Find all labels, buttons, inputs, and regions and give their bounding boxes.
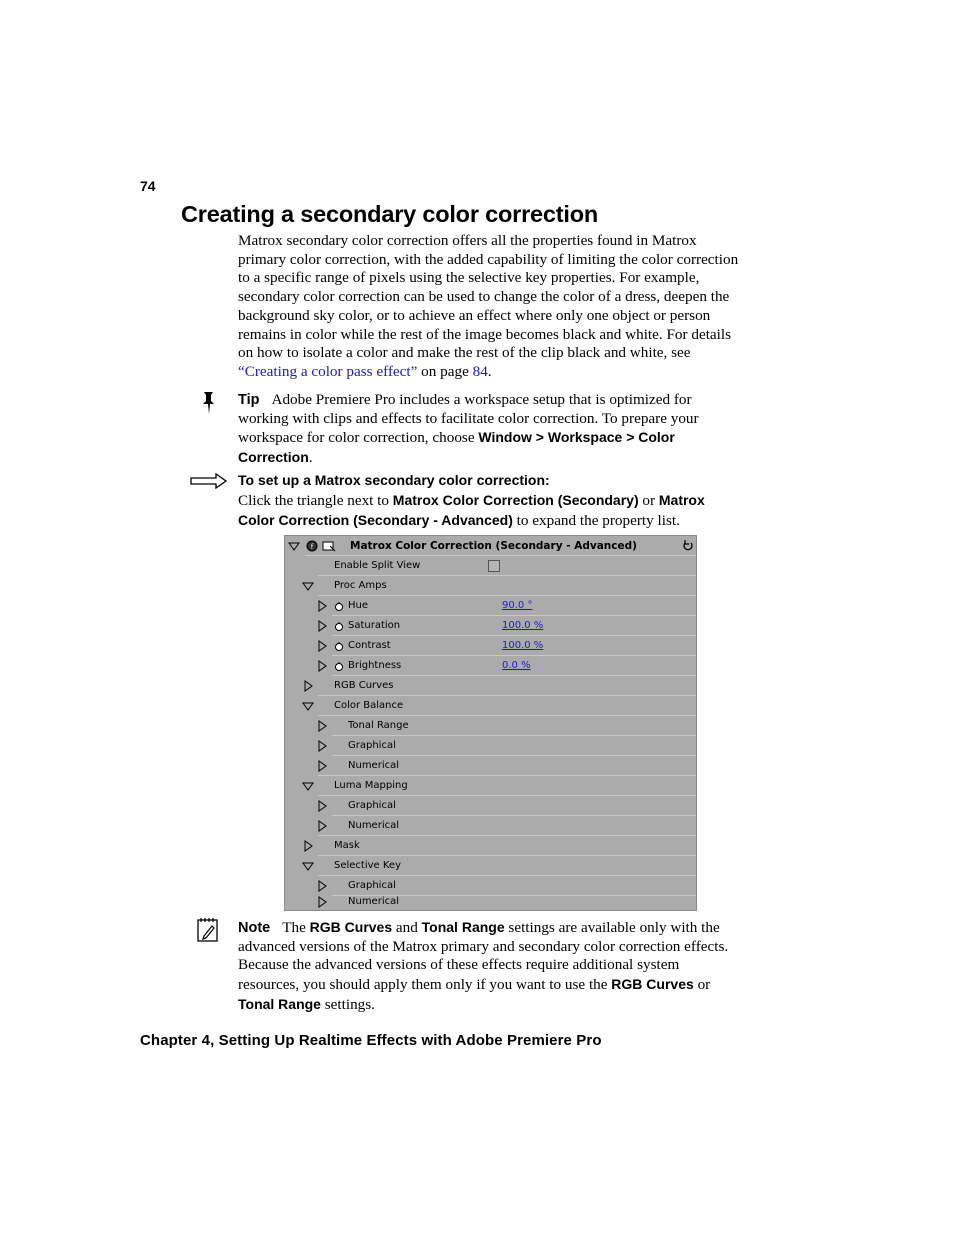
note-text: or <box>693 976 711 994</box>
collapsed-triangle-icon[interactable] <box>316 800 328 812</box>
intro-text: Matrox secondary color correction offers all the properties found in Matrox primary color correction, with the added capability of limiting the color correction to a specific range of pixels using the selective key properties. For example, secondary color correction can be used to change the color of a dress, deepen the background sky color, or to achieve an effect where only one object or person remains in color while the rest of the image becomes black and white. For details on how to isolate a color and make the rest of the clip black and white, see <box>238 232 739 362</box>
row-label: Enable Split View <box>334 560 421 571</box>
note-paragraph <box>238 918 742 1015</box>
procedure-title: To set up a Matrox secondary color correction: <box>238 472 550 488</box>
effect-icon <box>322 540 336 552</box>
color-pass-link[interactable]: “Creating a color pass effect” <box>238 362 418 380</box>
row-color-balance[interactable] <box>285 696 696 716</box>
note-text: settings. <box>320 995 375 1013</box>
expanded-triangle-icon[interactable] <box>302 700 314 712</box>
row-cb-graphical[interactable] <box>285 736 696 756</box>
contrast-value[interactable]: 100.0 % <box>502 640 544 651</box>
row-label: Numerical <box>348 820 400 831</box>
collapsed-triangle-icon[interactable] <box>316 720 328 732</box>
row-rgb-curves[interactable] <box>285 676 696 696</box>
row-cb-numerical[interactable] <box>285 756 696 776</box>
row-mask[interactable] <box>285 836 696 856</box>
row-selective-key[interactable] <box>285 856 696 876</box>
collapsed-triangle-icon[interactable] <box>316 600 328 612</box>
row-label: Graphical <box>348 740 396 751</box>
stopwatch-icon[interactable] <box>334 641 344 651</box>
row-saturation[interactable] <box>285 616 696 636</box>
pushpin-icon <box>200 390 220 416</box>
step-post: to expand the property list. <box>512 511 680 529</box>
stopwatch-icon[interactable] <box>334 601 344 611</box>
collapsed-triangle-icon[interactable] <box>302 840 314 852</box>
tip-text: Adobe Premiere Pro includes a workspace setup that is optimized for working with clips and effects to facilitate color correction. To prepare your workspace for color correction, choose <box>238 391 699 447</box>
step-item-secondary-advanced: Matrox Color Correction (Secondary - Advanced) <box>238 492 705 528</box>
collapsed-triangle-icon[interactable] <box>316 740 328 752</box>
collapsed-triangle-icon[interactable] <box>316 760 328 772</box>
saturation-value[interactable]: 100.0 % <box>502 620 544 631</box>
row-label: Tonal Range <box>348 720 409 731</box>
expanded-triangle-icon[interactable] <box>302 780 314 792</box>
row-label: Graphical <box>348 800 396 811</box>
note-text: and <box>392 919 422 936</box>
effect-controls-panel <box>284 535 697 911</box>
row-sk-numerical[interactable] <box>285 892 696 910</box>
intro-end: . <box>487 362 492 380</box>
row-label: Mask <box>334 840 360 851</box>
row-label: Luma Mapping <box>334 780 408 791</box>
notepad-icon <box>196 917 220 943</box>
brightness-value[interactable]: 0.0 % <box>502 660 531 671</box>
note-text: settings are available only with the advanced versions of the Matrox primary and secondary color correction effects. Because the advanced versions of these effects require additional system resources, you should apply them only if you want to use the <box>238 919 729 994</box>
note-tonal-range: Tonal Range <box>421 919 505 935</box>
collapsed-triangle-icon[interactable] <box>316 896 328 908</box>
collapsed-triangle-icon[interactable] <box>316 660 328 672</box>
note-label: Note <box>238 920 271 936</box>
row-label: Contrast <box>348 640 391 651</box>
stopwatch-icon[interactable] <box>334 621 344 631</box>
panel-header-title: Matrox Color Correction (Secondary - Advanced) <box>350 540 637 552</box>
row-label: Numerical <box>348 760 400 771</box>
note-rgb-curves: RGB Curves <box>611 976 694 993</box>
row-label: RGB Curves <box>334 680 394 691</box>
step-or: or <box>638 492 659 509</box>
row-label: Proc Amps <box>334 580 387 591</box>
collapsed-triangle-icon[interactable] <box>316 880 328 892</box>
row-label: Numerical <box>348 896 400 907</box>
row-hue[interactable] <box>285 596 696 616</box>
row-label: Hue <box>348 600 369 611</box>
split-view-checkbox[interactable] <box>488 560 500 572</box>
row-label: Graphical <box>348 880 396 891</box>
row-label: Selective Key <box>334 860 402 871</box>
row-lm-numerical[interactable] <box>285 816 696 836</box>
expanded-triangle-icon[interactable] <box>302 580 314 592</box>
reset-icon[interactable] <box>682 539 694 552</box>
chapter-footer: Chapter 4, Setting Up Realtime Effects with Adobe Premiere Pro <box>140 1032 602 1049</box>
procedure-step <box>238 491 742 530</box>
tip-label: Tip <box>238 392 260 408</box>
row-contrast[interactable] <box>285 636 696 656</box>
svg-text:f: f <box>310 543 314 551</box>
intro-after-link: on page <box>417 362 473 380</box>
hue-value[interactable]: 90.0 ° <box>502 600 533 611</box>
page-number: 74 <box>140 178 156 194</box>
row-proc-amps[interactable] <box>285 576 696 596</box>
page-ref-link[interactable]: 84 <box>472 362 488 380</box>
row-luma-mapping[interactable] <box>285 776 696 796</box>
note-tonal-range: Tonal Range <box>238 995 321 1012</box>
tip-paragraph <box>238 391 742 468</box>
row-brightness[interactable] <box>285 656 696 676</box>
collapsed-triangle-icon[interactable] <box>316 640 328 652</box>
note-text: The <box>282 919 310 936</box>
row-label: Color Balance <box>334 700 404 711</box>
note-rgb-curves: RGB Curves <box>309 919 393 935</box>
tip-end: . <box>308 449 313 467</box>
expanded-triangle-icon[interactable] <box>288 540 300 552</box>
page-title: Creating a secondary color correction <box>181 201 599 227</box>
row-tonal-range[interactable] <box>285 716 696 736</box>
step-item-secondary: Matrox Color Correction (Secondary) <box>392 492 639 508</box>
collapsed-triangle-icon[interactable] <box>316 820 328 832</box>
row-enable-split-view <box>285 556 696 576</box>
row-label: Brightness <box>348 660 402 671</box>
procedure-arrow-icon <box>190 473 228 489</box>
stopwatch-icon[interactable] <box>334 661 344 671</box>
collapsed-triangle-icon[interactable] <box>302 680 314 692</box>
row-lm-graphical[interactable] <box>285 796 696 816</box>
expanded-triangle-icon[interactable] <box>302 860 314 872</box>
step-pre: Click the triangle next to <box>238 492 393 509</box>
collapsed-triangle-icon[interactable] <box>316 620 328 632</box>
fx-toggle-icon[interactable] <box>306 540 318 552</box>
panel-header[interactable] <box>285 536 696 556</box>
row-label: Saturation <box>348 620 401 631</box>
intro-paragraph <box>238 232 742 382</box>
tip-menu-path: Window > Workspace > Color Correction <box>238 429 675 466</box>
